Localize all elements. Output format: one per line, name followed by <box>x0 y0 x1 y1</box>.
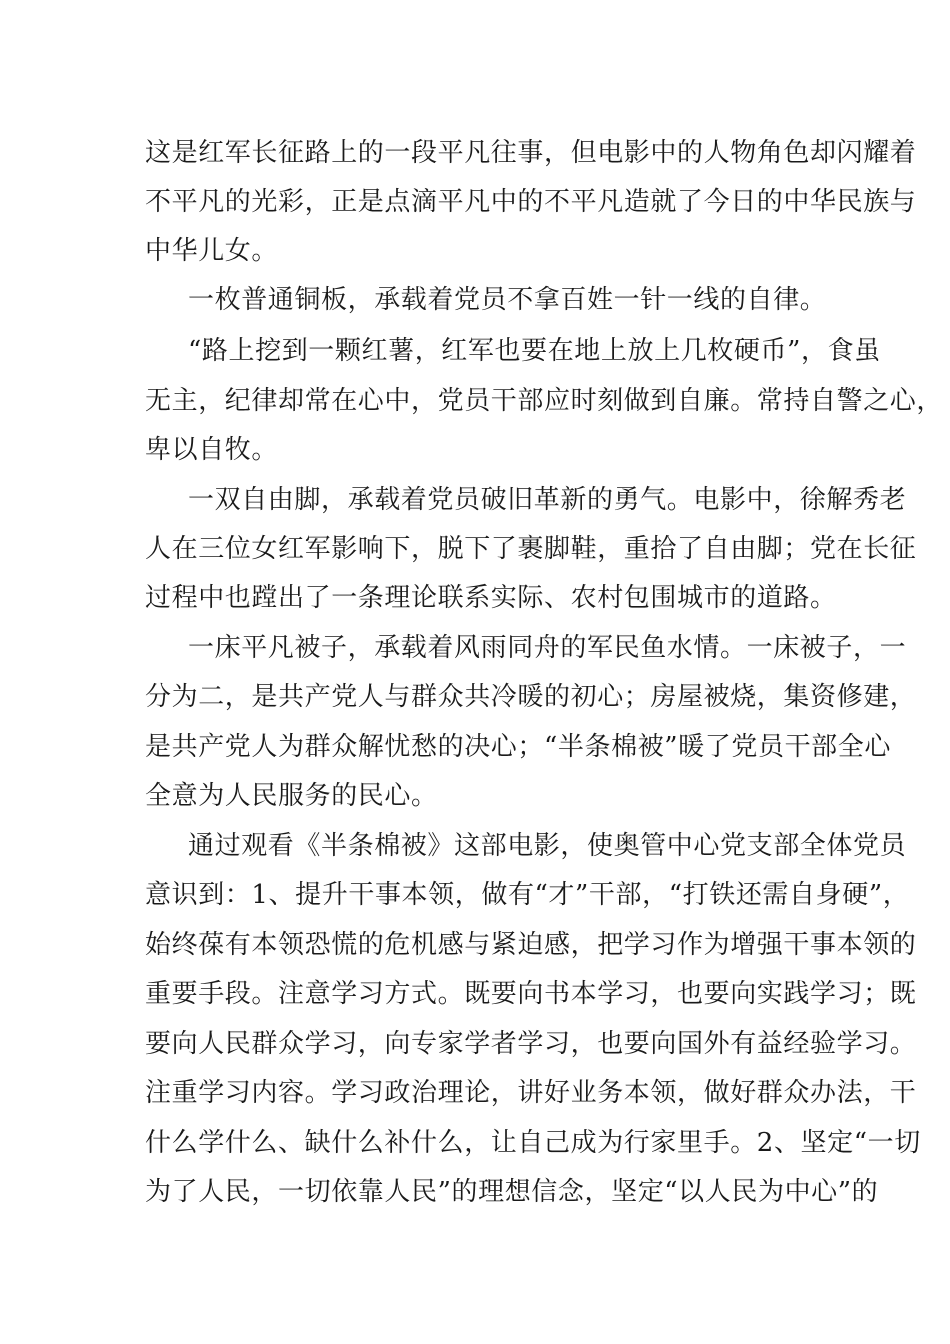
text-line: 始终葆有本领恐慌的危机感与紧迫感，把学习作为增强干事本领的 <box>145 930 917 960</box>
text-line: 注重学习内容。学习政治理论，讲好业务本领，做好群众办法，干 <box>145 1078 917 1108</box>
text-line: 中华儿女。 <box>145 236 279 266</box>
text-line: 为了人民，一切依靠人民”的理想信念，坚定“以人民为中心”的 <box>145 1177 879 1207</box>
text-line: 全意为人民服务的民心。 <box>145 781 438 811</box>
text-line: 不平凡的光彩，正是点滴平凡中的不平凡造就了今日的中华民族与 <box>145 187 917 217</box>
text-line: 卑以自牧。 <box>145 435 279 465</box>
text-line: 是共产党人为群众解忧愁的决心；“半条棉被”暖了党员干部全心 <box>145 732 891 762</box>
paragraph-first-line: 一双自由脚，承载着党员破旧革新的勇气。电影中，徐解秀老 <box>188 485 907 515</box>
text-line: 人在三位女红军影响下，脱下了裹脚鞋，重拾了自由脚；党在长征 <box>145 534 917 564</box>
text-line: 要向人民群众学习，向专家学者学习，也要向国外有益经验学习。 <box>145 1029 917 1059</box>
text-line: 分为二，是共产党人与群众共冷暖的初心；房屋被烧，集资修建， <box>145 682 917 712</box>
text-line: 重要手段。注意学习方式。既要向书本学习，也要向实践学习；既 <box>145 979 917 1009</box>
text-line: 什么学什么、缺什么补什么，让自己成为行家里手。2、坚定“一切 <box>145 1128 921 1158</box>
paragraph-first-line: 通过观看《半条棉被》这部电影，使奥管中心党支部全体党员 <box>188 831 907 861</box>
text-line: 意识到：1、提升干事本领，做有“才”干部，“打铁还需自身硬”， <box>145 880 910 910</box>
paragraph-first-line: 一枚普通铜板，承载着党员不拿百姓一针一线的自律。 <box>188 285 827 315</box>
paragraph-first-line: 一床平凡被子，承载着风雨同舟的军民鱼水情。一床被子，一 <box>188 633 907 663</box>
paragraph-first-line: “路上挖到一颗红薯，红军也要在地上放上几枚硬币”，食虽 <box>188 336 881 366</box>
text-line: 这是红军长征路上的一段平凡往事，但电影中的人物角色却闪耀着 <box>145 138 917 168</box>
text-line: 无主，纪律却常在心中，党员干部应时刻做到自廉。常持自警之心， <box>145 386 944 416</box>
text-line: 过程中也蹚出了一条理论联系实际、农村包围城市的道路。 <box>145 583 837 613</box>
